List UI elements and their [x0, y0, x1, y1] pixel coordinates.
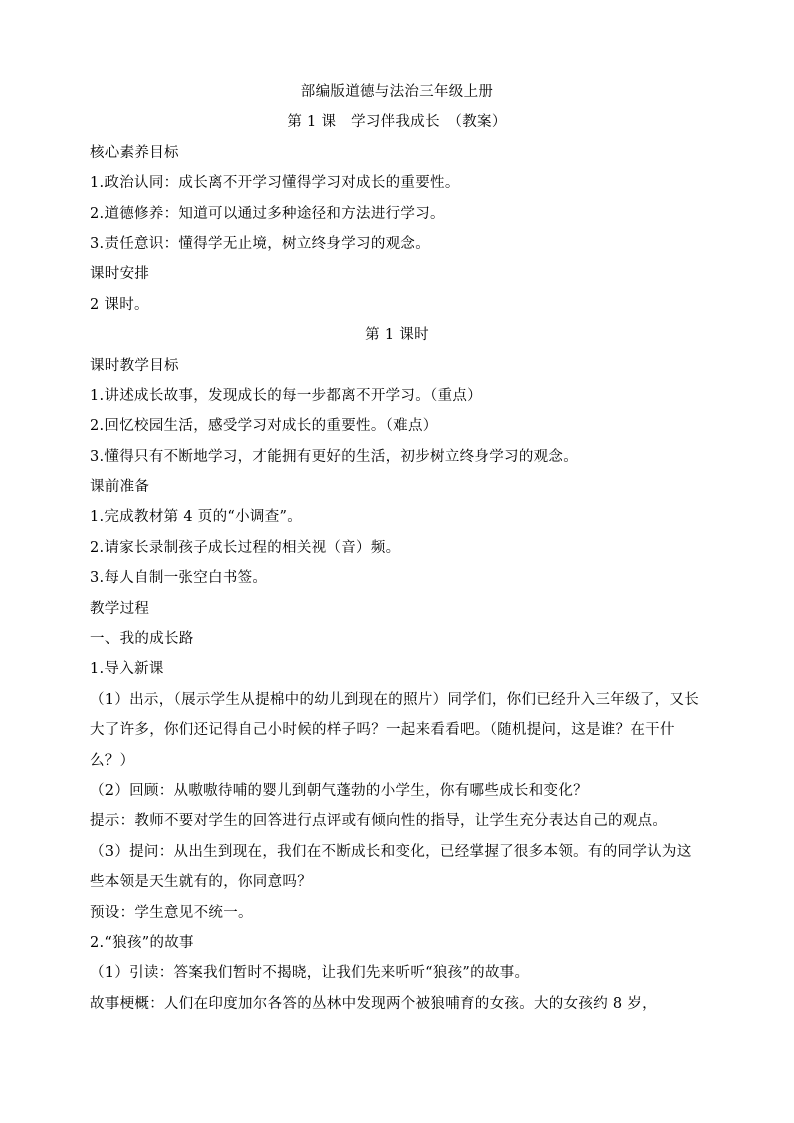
preparation-item: 1.完成教材第 4 页的“小调查”。: [90, 509, 303, 526]
paragraph-story: 故事梗概：人们在印度加尔各答的丛林中发现两个被狼哺育的女孩。大的女孩约 8 岁，: [90, 995, 657, 1012]
section-heading-process: 教学过程: [90, 600, 150, 617]
preparation-item: 2.请家长录制孩子成长过程的相关视（音）频。: [90, 539, 401, 556]
preparation-item: 3.每人自制一张空白书签。: [90, 570, 268, 587]
step-heading: 2.“狼孩”的故事: [90, 935, 194, 952]
paragraph-tip: 提示：教师不要对学生的回答进行点评或有倾向性的指导，让学生充分表达自己的观点。: [90, 813, 668, 830]
section-heading-teaching-goals: 课时教学目标: [90, 357, 179, 374]
paragraph-review: （2）回顾：从嗷嗷待哺的婴儿到朝气蓬勃的小学生，你有哪些成长和变化？: [90, 783, 588, 800]
section-heading-schedule: 课时安排: [90, 266, 150, 283]
section-heading-preparation: 课前准备: [90, 479, 150, 496]
document-title: 部编版道德与法治三年级上册: [300, 84, 494, 100]
period-title: 第 1 课时: [365, 327, 429, 344]
subsection-heading: 一、我的成长路: [90, 631, 194, 648]
step-heading: 1.导入新课: [90, 661, 164, 678]
schedule-text: 2 课时。: [90, 296, 149, 313]
goal-item: 3.责任意识：懂得学无止境，树立终身学习的观念。: [90, 235, 431, 252]
teaching-goal-item: 3.懂得只有不断地学习，才能拥有更好的生活，初步树立终身学习的观念。: [90, 448, 579, 465]
paragraph-preset: 预设：学生意见不统一。: [90, 904, 253, 921]
goal-item: 2.道德修养：知道可以通过多种途径和方法进行学习。: [90, 205, 445, 222]
paragraph-question: （3）提问：从出生到现在，我们在不断成长和变化，已经掌握了很多本领。有的同学认为这些本领是天生就有的，你同意吗？: [90, 843, 692, 891]
section-heading-core-goals: 核心素养目标: [90, 144, 179, 161]
teaching-goal-item: 2.回忆校园生活，感受学习对成长的重要性。（难点）: [90, 418, 438, 435]
lesson-title: 第 1 课 学习伴我成长 （教案）: [287, 114, 507, 131]
teaching-goal-item: 1.讲述成长故事，发现成长的每一步都离不开学习。（重点）: [90, 387, 482, 404]
paragraph-lead: （1）引读：答案我们暂时不揭晓，让我们先来听听“狼孩”的故事。: [90, 965, 530, 982]
goal-item: 1.政治认同：成长离不开学习懂得学习对成长的重要性。: [90, 175, 460, 192]
paragraph-intro: （1）出示，（展示学生从提棉中的幼儿到现在的照片）同学们，你们已经升入三年级了，又长大了许多，你们还记得自己小时候的样子吗？一起来看看吧。（随机提问，这是谁？在干什么？）: [90, 691, 700, 769]
